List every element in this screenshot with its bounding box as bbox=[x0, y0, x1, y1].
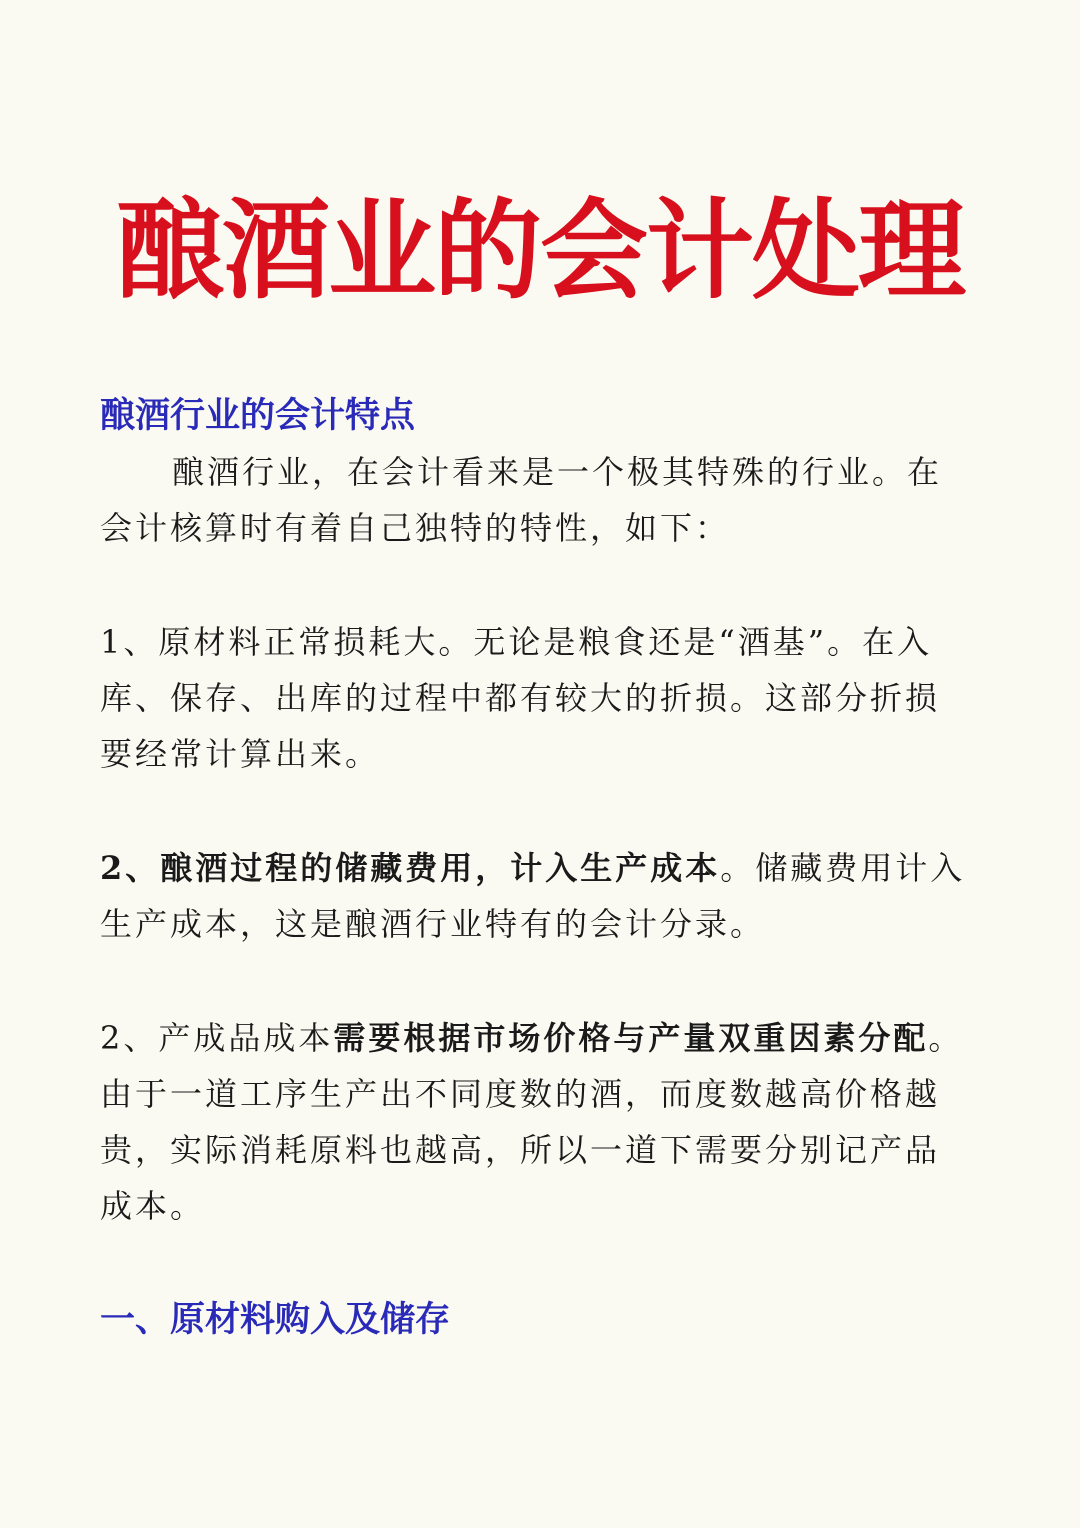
item-1-line-2: 库、保存、出库的过程中都有较大的折损。这部分折损 bbox=[100, 679, 941, 717]
item-2-paragraph bbox=[100, 840, 984, 952]
item-2-line-1 bbox=[100, 840, 984, 896]
item-3-line-1 bbox=[100, 1010, 984, 1066]
item-1-line-1: 1、原材料正常损耗大。无论是粮食还是“酒基”。在入 bbox=[100, 623, 933, 661]
item-3-prefix-text: 2、产成品成本 bbox=[100, 1019, 334, 1057]
item-3-line-4: 成本。 bbox=[100, 1187, 206, 1225]
item-3-line-2: 由于一道工序生产出不同度数的酒，而度数越高价格越 bbox=[100, 1075, 941, 1113]
item-1-line-3: 要经常计算出来。 bbox=[100, 735, 381, 773]
section-heading-raw-materials: 一、原材料购入及储存 bbox=[100, 1299, 451, 1340]
item-3-bold-text: 需要根据市场价格与产量双重因素分配 bbox=[333, 1019, 929, 1057]
item-3-line-3: 贵，实际消耗原料也越高，所以一道下需要分别记产品 bbox=[100, 1131, 941, 1169]
item-1-paragraph bbox=[100, 614, 984, 782]
item-2-rest-text: 。储藏费用计入 bbox=[720, 849, 966, 887]
page-title: 酿酒业的会计处理 bbox=[115, 189, 964, 314]
item-2-bold-text: 2、酿酒过程的储藏费用，计入生产成本 bbox=[100, 849, 721, 887]
item-3-paragraph bbox=[100, 1010, 984, 1234]
intro-paragraph bbox=[100, 444, 984, 556]
section-heading-accounting-features: 酿酒行业的会计特点 bbox=[100, 395, 416, 436]
item-3-suffix-text: 。 bbox=[928, 1019, 964, 1057]
intro-line-1: 酿酒行业，在会计看来是一个极其特殊的行业。在 bbox=[172, 453, 943, 491]
intro-line-2: 会计核算时有着自己独特的特性，如下： bbox=[100, 509, 731, 547]
item-2-line-2: 生产成本，这是酿酒行业特有的会计分录。 bbox=[100, 905, 766, 943]
